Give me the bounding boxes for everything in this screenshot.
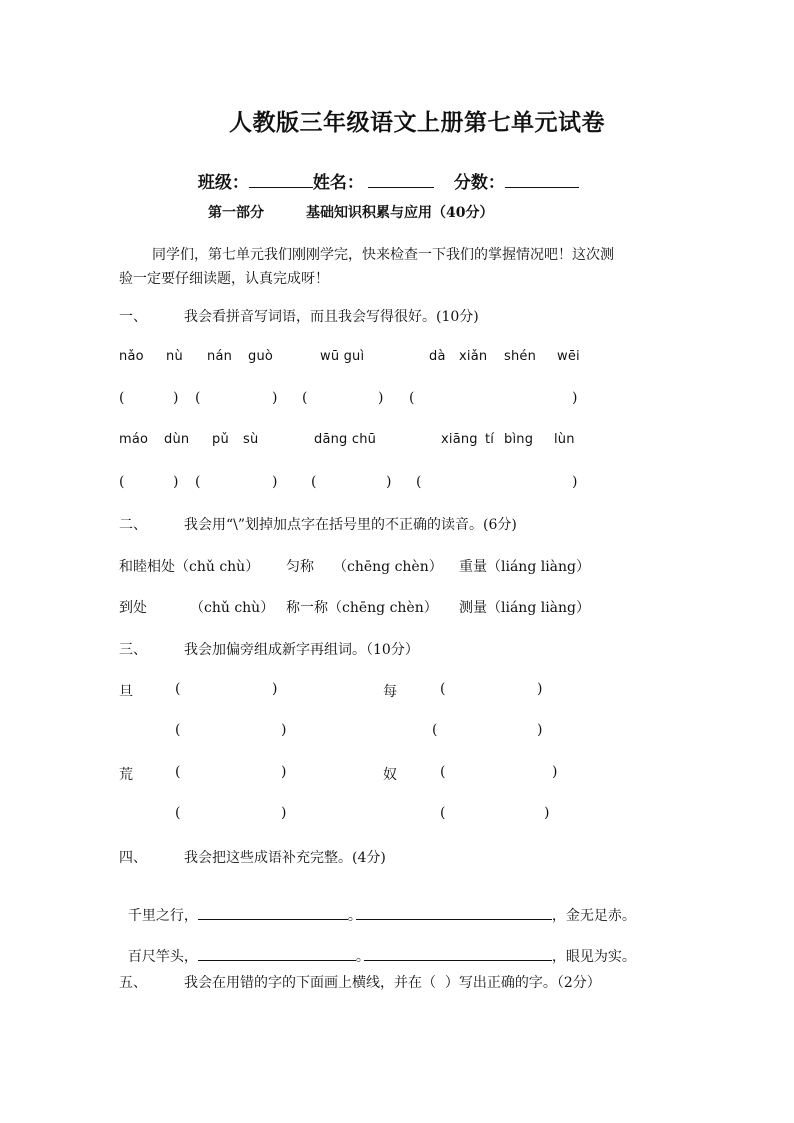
- answer-box[interactable]: (: [440, 805, 446, 821]
- q4-text: 我会把这些成语补充完整。(4分): [184, 850, 386, 866]
- q5-text: 我会在用错的字的下面画上横线，并在（ ）写出正确的字。（2分）: [184, 975, 601, 991]
- part1-title: 基础知识积累与应用（40分）: [306, 205, 494, 221]
- answer-box[interactable]: (: [311, 474, 317, 490]
- intro-line-1: 同学们，第七单元我们刚刚学完，快来检查一下我们的掌握情况吧！这次测: [152, 247, 614, 263]
- idiom-period: 。: [355, 949, 370, 965]
- answer-box[interactable]: (: [432, 722, 438, 738]
- q4-number: 四、: [119, 850, 147, 866]
- answer-box-close: ): [537, 681, 543, 697]
- answer-box-close: ): [281, 805, 287, 821]
- score-field[interactable]: [505, 172, 579, 188]
- pinyin: máo: [119, 432, 149, 447]
- pinyin: guò: [248, 349, 274, 364]
- name-label: 姓名：: [312, 173, 364, 193]
- class-field[interactable]: [249, 172, 313, 188]
- pinyin: xiǎn: [459, 349, 488, 364]
- pinyin: nán: [207, 349, 233, 364]
- answer-box-close: ): [572, 474, 578, 490]
- answer-box-close: ): [544, 805, 550, 821]
- pinyin: wū guì: [320, 349, 365, 364]
- pinyin: nù: [166, 349, 183, 364]
- name-field[interactable]: [368, 172, 434, 188]
- q2-item[interactable]: 测量（liáng liàng）: [459, 600, 591, 616]
- answer-box[interactable]: (: [195, 474, 201, 490]
- part1-label: 第一部分: [208, 205, 264, 221]
- answer-box[interactable]: (: [440, 681, 446, 697]
- q3-char: 旦: [119, 684, 133, 700]
- idiom-line-2: [119, 930, 636, 966]
- idiom-blank[interactable]: [364, 948, 552, 961]
- q2-item[interactable]: 重量（liáng liàng）: [459, 559, 591, 575]
- pinyin: shén: [504, 349, 537, 364]
- q1-number: 一、: [119, 309, 147, 325]
- answer-box[interactable]: (: [409, 390, 415, 406]
- answer-box-close: ): [272, 390, 278, 406]
- class-label: 班级：: [197, 173, 249, 193]
- answer-box-close: ): [173, 390, 179, 406]
- answer-box[interactable]: (: [119, 474, 125, 490]
- intro-line-2: 验一定要仔细读题，认真完成呀！: [119, 271, 329, 287]
- q2-item[interactable]: 称一称（chēng chèn）: [286, 600, 438, 616]
- q3-char: 奴: [383, 767, 397, 783]
- answer-box[interactable]: (: [175, 764, 181, 780]
- idiom-end: ，金无足赤。: [551, 908, 636, 924]
- pinyin: dà: [429, 349, 446, 364]
- answer-box[interactable]: (: [175, 722, 181, 738]
- q2-number: 二、: [119, 517, 147, 533]
- pinyin: nǎo: [119, 349, 144, 364]
- pinyin: wēi: [557, 349, 580, 364]
- answer-box-close: ): [272, 474, 278, 490]
- answer-box-close: ): [281, 722, 287, 738]
- q5-number: 五、: [119, 975, 147, 991]
- pinyin: sù: [243, 432, 259, 447]
- answer-box[interactable]: (: [302, 390, 308, 406]
- pinyin: pǔ: [212, 432, 229, 447]
- idiom-line-1: [119, 889, 636, 925]
- answer-box-close: ): [378, 390, 384, 406]
- answer-box[interactable]: (: [195, 390, 201, 406]
- q3-char: 荒: [119, 767, 133, 783]
- answer-box-close: ): [386, 474, 392, 490]
- score-label: 分数：: [453, 173, 505, 193]
- idiom-blank[interactable]: [198, 907, 348, 920]
- q2-item[interactable]: 和睦相处（chǔ chù）: [119, 559, 260, 575]
- q3-number: 三、: [119, 642, 147, 658]
- q2-item: 匀称: [286, 559, 314, 575]
- pinyin: bìng: [504, 432, 534, 447]
- answer-box[interactable]: (: [440, 764, 446, 780]
- idiom-blank[interactable]: [198, 948, 356, 961]
- pinyin: xiāng: [441, 432, 478, 447]
- q2-text: 我会用“\”划掉加点字在括号里的不正确的读音。(6分): [184, 517, 517, 533]
- q3-char: 每: [383, 684, 397, 700]
- answer-box-close: ): [552, 764, 558, 780]
- idiom-period: 。: [347, 908, 362, 924]
- answer-box[interactable]: (: [119, 390, 125, 406]
- pinyin: tí: [485, 432, 495, 447]
- pinyin: dāng chū: [314, 432, 377, 447]
- answer-box-close: ): [272, 681, 278, 697]
- idiom-start: 百尺竿头，: [127, 949, 198, 965]
- answer-box[interactable]: (: [416, 474, 422, 490]
- page-title: 人教版三年级语文上册第七单元试卷: [229, 109, 605, 136]
- pinyin: lùn: [554, 432, 575, 447]
- q2-item: 到处: [119, 600, 147, 616]
- q2-item[interactable]: （chēng chèn）: [333, 559, 443, 575]
- answer-box[interactable]: (: [175, 805, 181, 821]
- student-info-line: [186, 148, 579, 193]
- idiom-blank[interactable]: [356, 907, 552, 920]
- answer-box-close: ): [281, 764, 287, 780]
- answer-box-close: ): [173, 474, 179, 490]
- q3-text: 我会加偏旁组成新字再组词。（10分）: [184, 642, 419, 658]
- answer-box-close: ): [572, 390, 578, 406]
- q1-text: 我会看拼音写词语，而且我会写得很好。(10分): [184, 309, 479, 325]
- answer-box-close: ): [537, 722, 543, 738]
- answer-box[interactable]: (: [175, 681, 181, 697]
- pinyin: dùn: [164, 432, 190, 447]
- idiom-end: ，眼见为实。: [551, 949, 636, 965]
- idiom-start: 千里之行，: [127, 908, 198, 924]
- q2-item[interactable]: （chǔ chù）: [190, 600, 275, 616]
